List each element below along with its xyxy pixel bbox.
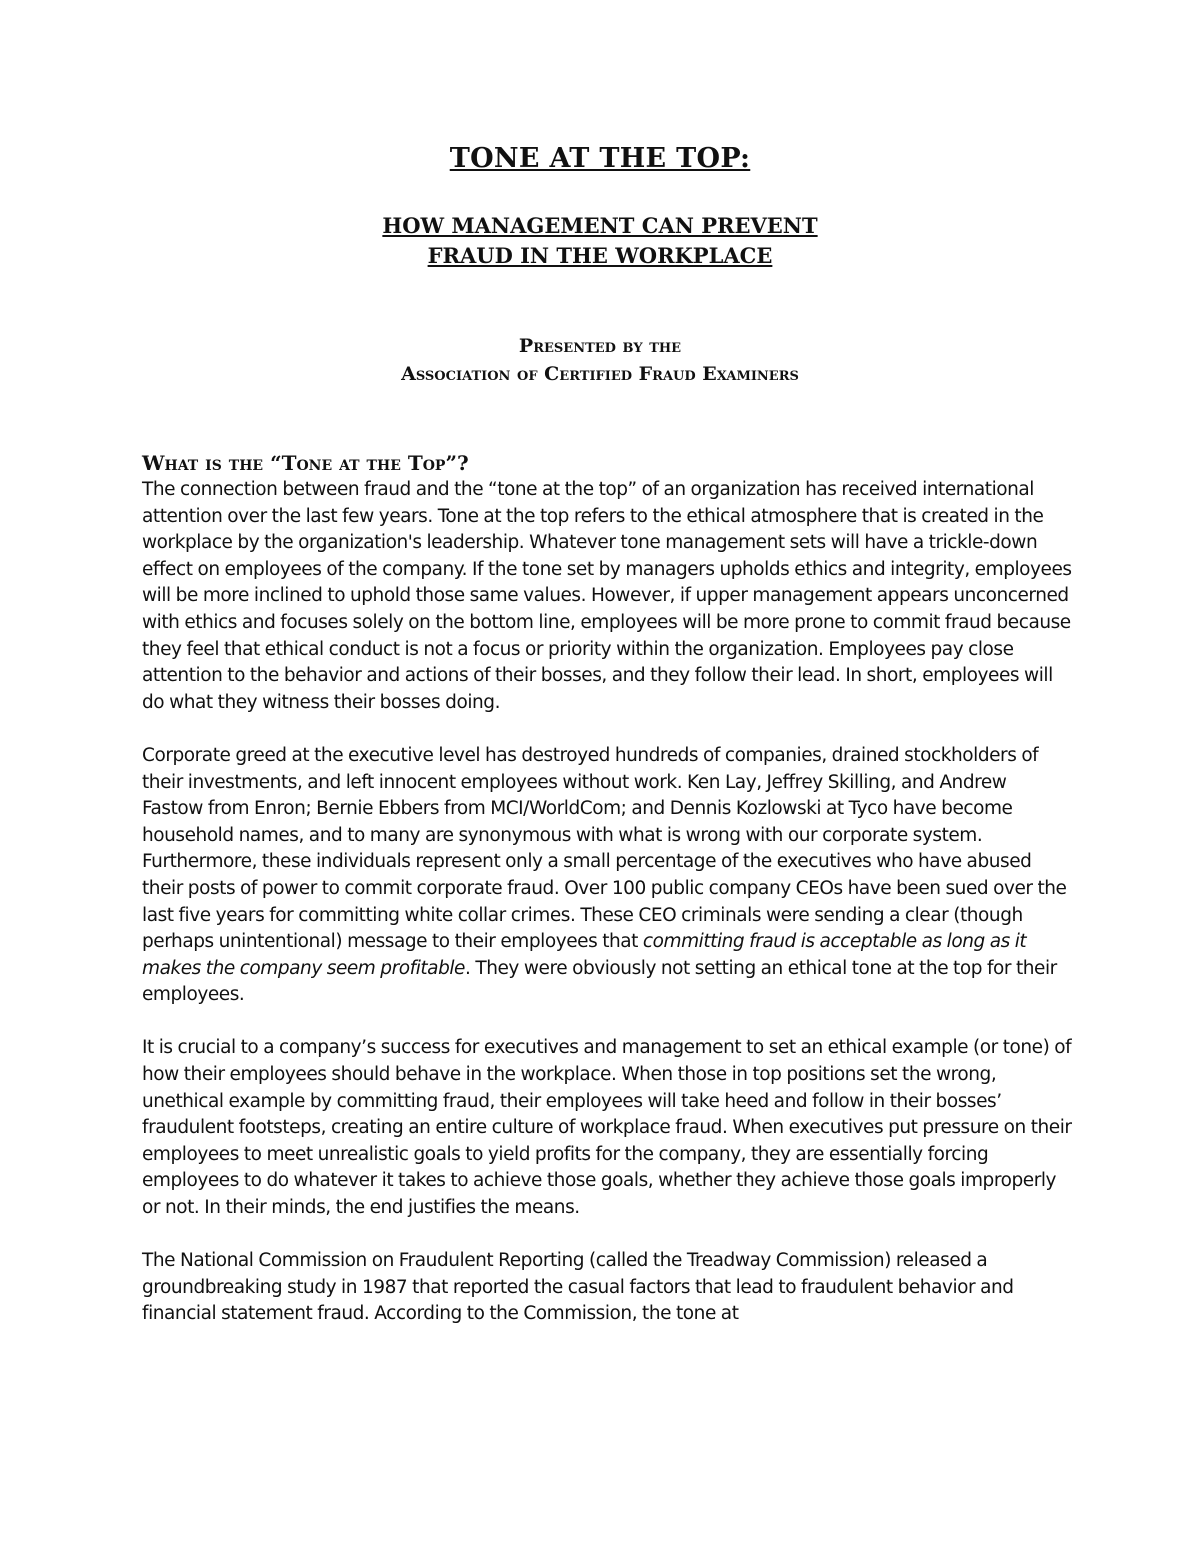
presented-by	[0, 332, 1200, 388]
paragraph-2-text-b: . They were obviously not setting an ethical tone at the top for their employees.	[142, 957, 1057, 1006]
presented-line-2: Association of Certified Fraud Examiners	[401, 363, 799, 385]
body-text	[142, 449, 1072, 1328]
paragraph-2	[142, 743, 1072, 1009]
document-title: TONE AT THE TOP:	[449, 143, 751, 174]
document-subtitle	[0, 211, 1200, 271]
subtitle-line-2: FRAUD IN THE WORKPLACE	[427, 243, 773, 268]
paragraph-2-text-a: Corporate greed at the executive level has destroyed hundreds of companies, drained stockholders of their investments, and left innocent employees without work. Ken Lay, Jeffrey Skilling, and Andrew Fastow from Enron; Bernie Ebbers from MCI/WorldCom; and Dennis Kozlowski at Tyco have become household names, and to many are synonymous with what is wrong with our corporate system. Furthermore, these individuals represent only a small percentage of the executives who have abused their posts of power to commit corporate fraud. Over 100 public company CEOs have been sued over the last five years for committing white collar crimes. These CEO criminals were sending a clear (though perhaps unintentional) message to their employees that	[142, 744, 1067, 953]
section-heading: What is the “Tone at the Top”?	[142, 451, 469, 475]
paragraph-2-emphasis: committing fraud is acceptable as long as it makes the company seem profitable	[142, 931, 1027, 979]
subtitle-line-1: HOW MANAGEMENT CAN PREVENT	[382, 213, 818, 238]
paragraph-3: It is crucial to a company’s success for executives and management to set an ethical example (or tone) of how their employees should behave in the workplace. When those in top positions set the wrong, unethical example by committing fraud, their employees will take heed and follow in their bosses’ fraudulent footsteps, creating an entire culture of workplace fraud. When executives put pressure on their employees to meet unrealistic goals to yield profits for the company, they are essentially forcing employees to do whatever it takes to achieve those goals, whether they achieve those goals improperly or not. In their minds, the end justifies the means.	[142, 1037, 1072, 1219]
paragraph-4: The National Commission on Fraudulent Reporting (called the Treadway Commission) released a groundbreaking study in 1987 that reported the casual factors that lead to fraudulent behavior and financial statement fraud. According to the Commission, the tone at	[142, 1250, 1014, 1325]
paragraph-1: The connection between fraud and the “tone at the top” of an organization has received international attention over the last few years. Tone at the top refers to the ethical atmosphere that is created in the workplace by the organization's leadership. Whatever tone management sets will have a trickle-down effect on employees of the company. If the tone set by managers upholds ethics and integrity, employees will be more inclined to uphold those same values. However, if upper management appears unconcerned with ethics and focuses solely on the bottom line, employees will be more prone to commit fraud because they feel that ethical conduct is not a focus or priority within the organization. Employees pay close attention to the behavior and actions of their bosses, and they follow their lead. In short, employees will do what they witness their bosses doing.	[142, 479, 1072, 713]
presented-line-1: Presented by the	[518, 335, 682, 357]
